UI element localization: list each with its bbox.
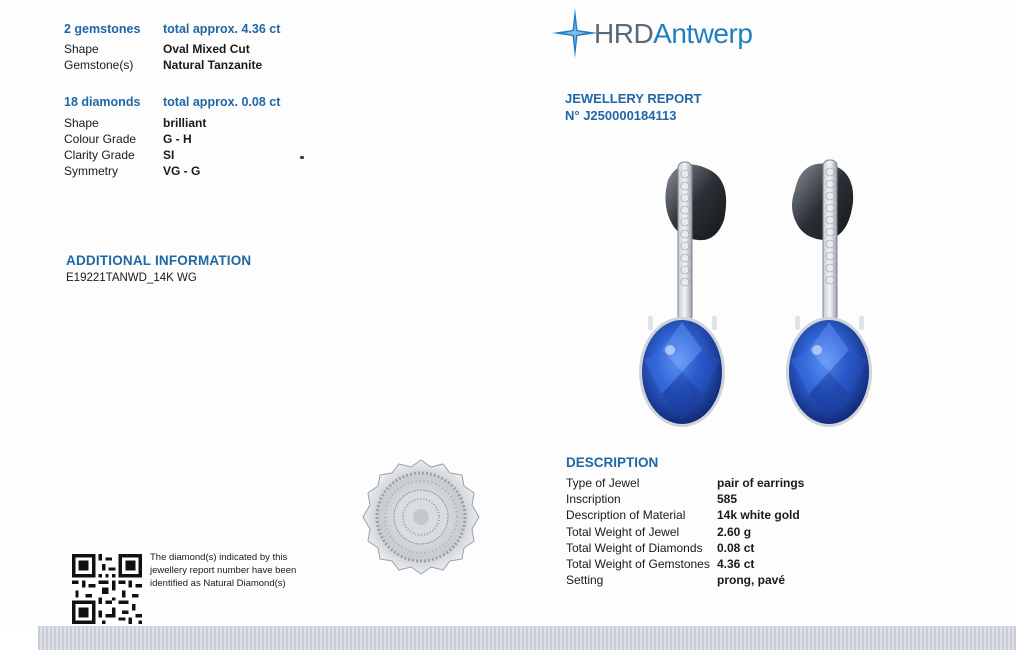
desc-material-value: 14k white gold	[717, 508, 800, 522]
desc-diamond-weight-value: 0.08 ct	[717, 541, 755, 555]
description-title: DESCRIPTION	[566, 455, 659, 470]
desc-setting-value: prong, pavé	[717, 573, 786, 587]
hologram-seal-icon	[356, 458, 486, 576]
logo-hrd-text: HRD	[594, 18, 654, 49]
diamond-clarity-label: Clarity Grade	[64, 148, 135, 162]
bottom-edge	[0, 626, 38, 650]
hrd-antwerp-logo	[550, 6, 790, 60]
diamond-symmetry-value: VG - G	[163, 164, 201, 178]
desc-type-label: Type of Jewel	[566, 476, 640, 490]
earrings-photo	[620, 150, 900, 440]
additional-info-text: E19221TANWD_14K WG	[66, 272, 197, 284]
logo-antwerp-text: Antwerp	[653, 18, 753, 49]
desc-material-label: Description of Material	[566, 508, 686, 522]
desc-inscription-value: 585	[717, 492, 738, 506]
diamond-shape-label: Shape	[64, 116, 99, 130]
gemstone-shape-label: Shape	[64, 42, 99, 56]
desc-inscription-label: Inscription	[566, 492, 621, 506]
gemstones-count: 2 gemstones	[64, 22, 141, 36]
desc-diamond-weight-label: Total Weight of Diamonds	[566, 541, 703, 555]
desc-jewel-weight-value: 2.60 g	[717, 525, 752, 539]
diamond-symmetry-label: Symmetry	[64, 164, 118, 178]
report-number: N° J250000184113	[565, 108, 677, 123]
desc-jewel-weight-label: Total Weight of Jewel	[566, 525, 680, 539]
speck-mark	[300, 156, 304, 159]
diamond-colour-label: Colour Grade	[64, 132, 137, 146]
additional-info-title: ADDITIONAL INFORMATION	[66, 253, 252, 268]
qr-caption: The diamond(s) indicated by this jewellery report number have been identified as Natural Diamond(s)	[150, 552, 297, 589]
desc-setting-label: Setting	[566, 573, 604, 587]
qr-code-icon	[72, 554, 142, 624]
gemstones-total-weight: total approx. 4.36 ct	[163, 22, 281, 36]
diamond-colour-value: G - H	[163, 132, 192, 146]
diamond-clarity-value: SI	[163, 148, 175, 162]
bottom-border-strip	[38, 626, 1016, 650]
right-earring	[786, 160, 872, 427]
desc-gemstone-weight-label: Total Weight of Gemstones	[566, 557, 710, 571]
sparkle-star-icon	[550, 6, 600, 60]
gemstone-shape-value: Oval Mixed Cut	[163, 42, 250, 56]
diamond-shape-value: brilliant	[163, 116, 207, 130]
left-earring	[639, 162, 726, 427]
desc-gemstone-weight-value: 4.36 ct	[717, 557, 755, 571]
gemstone-type-label: Gemstone(s)	[64, 58, 134, 72]
gemstone-type-value: Natural Tanzanite	[163, 58, 263, 72]
desc-type-value: pair of earrings	[717, 476, 805, 490]
diamonds-total-weight: total approx. 0.08 ct	[163, 95, 281, 109]
report-title: JEWELLERY REPORT	[565, 91, 702, 106]
diamonds-count: 18 diamonds	[64, 95, 141, 109]
